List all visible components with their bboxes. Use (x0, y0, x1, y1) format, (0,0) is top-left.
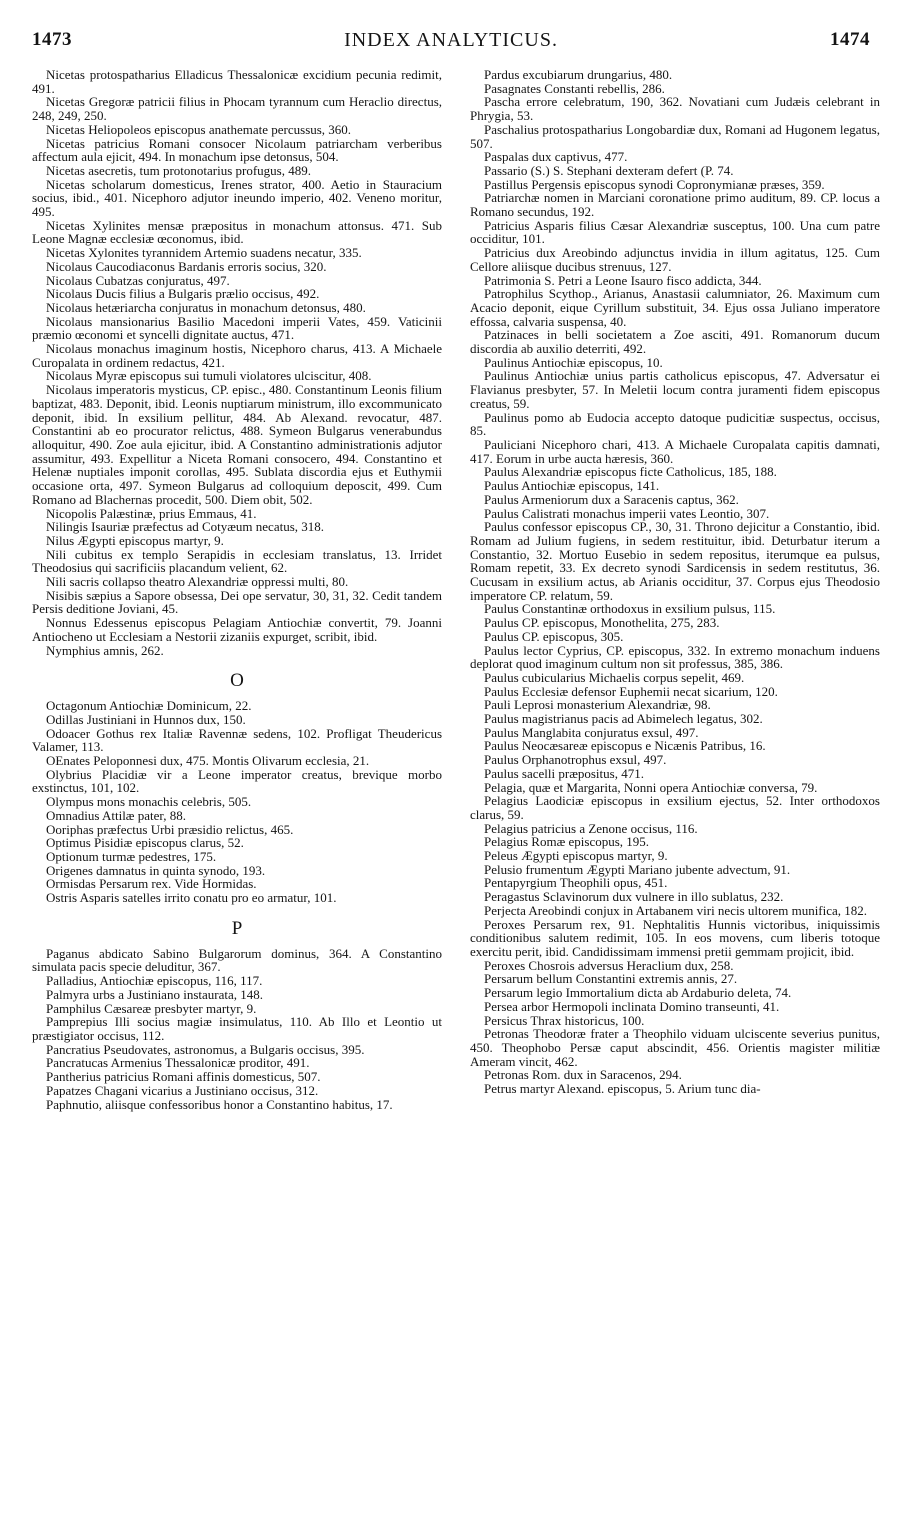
index-entry: Peroxes Chosrois adversus Heraclium dux, 258. (484, 957, 734, 973)
index-entry: Patzinaces in belli societatem a Zoe asciti, 491. Romanorum ducum discordia ab auxilio deterriti, 492. (470, 327, 880, 357)
index-entry: Patricius dux Areobindo adjunctus invidia in illum agitatus, 125. Cum Cellore aliisque ducibus strenuus, 127. (470, 245, 880, 274)
index-entry: Nicolaus hetæriarcha conjuratus in monachum detonsus, 480. (46, 299, 366, 315)
index-entry: Pelagius Romæ episcopus, 195. (484, 834, 650, 850)
index-entry: Ostris Asparis satelles irrito conatu pro eo armatur, 101. (46, 890, 337, 906)
index-entry: Nicetas Heliopoleos episcopus anathemate percussus, 360. (46, 121, 352, 137)
index-entry: Paganus abdicato Sabino Bulgarorum dominus, 364. A Constantino simulata pacis specie deluditur, 367. (32, 945, 442, 975)
right-column (470, 68, 880, 1534)
index-entry: Olympus mons monachis celebris, 505. (46, 794, 252, 810)
index-entry: Odillas Justiniani in Hunnos dux, 150. (46, 711, 246, 727)
index-entry: Pamphilus Cæsareæ presbyter martyr, 9. (46, 1000, 257, 1016)
index-entry: Persicus Thrax historicus, 100. (484, 1012, 645, 1028)
index-entry: Paulus Constantinæ orthodoxus in exsilium pulsus, 115. (484, 601, 776, 617)
index-entry: Persarum legio Immortalium dicta ab Ardaburio deleta, 74. (484, 985, 792, 1001)
index-entry: Petronas Rom. dux in Saracenos, 294. (484, 1067, 682, 1083)
index-entry: Nicetas protospatharius Elladicus Thessalonicæ excidium pecunia redimit, 491. (32, 68, 442, 96)
index-entry: Pelagius patricius a Zenone occisus, 116. (484, 820, 698, 836)
left-column (32, 68, 442, 1534)
index-entry: Paulus confessor episcopus CP., 30, 31. Throno dejicitur a Constantio, ibid. Romam ad Julium fugiens, in sedem restituitur, ibid. Deturbatur iterum a Constantio, 32. Mortuo Eusebio in sedem repositus, iterumque ea pulsus, Romam repetit, 33. Ex decreto synodi Sardicensis in sedem restitutus, 36. Cucusam in exsilium actus, ab Arianis occiditur, 37. Corpus ejus Theodosio imperatore CP. relatum, 59. (470, 519, 880, 603)
index-entry: Nicetas asecretis, tum protonotarius profugus, 489. (46, 162, 311, 178)
index-entry: Paulus Ecclesiæ defensor Euphemii necat sicarium, 120. (484, 683, 778, 699)
index-entry: Nicetas Xylonites tyrannidem Artemio suadens necatur, 335. (46, 245, 362, 261)
index-entry: Optionum turmæ pedestres, 175. (46, 848, 217, 864)
index-entry: Pauli Leprosi monasterium Alexandriæ, 98. (484, 697, 711, 713)
index-entry: Pantherius patricius Romani affinis domesticus, 507. (46, 1069, 321, 1085)
index-entry: Nicolaus monachus imaginum hostis, Nicephoro charus, 413. A Michaele Curopalata in ordinem redactus, 421. (32, 341, 442, 370)
index-entry: Paulus Calistrati monachus imperii vates Leontio, 307. (484, 505, 770, 521)
index-entry: Ooriphas præfectus Urbi præsidio relictus, 465. (46, 821, 294, 837)
index-entry: Pancratucas Armenius Thessalonicæ proditor, 491. (46, 1055, 310, 1071)
page-header (32, 0, 870, 51)
index-entry: Nicolaus Ducis filius a Bulgaris prælio occisus, 492. (46, 286, 320, 302)
index-entry: Palladius, Antiochiæ episcopus, 116, 117. (46, 973, 263, 989)
index-entry: Paulus Antiochiæ episcopus, 141. (484, 478, 660, 494)
index-entry: Nicetas Xylinites mensæ præpositus in monachum attonsus. 471. Sub Leone Magnæ ecclesiæ œconomus, ibid. (32, 217, 442, 247)
index-entry: Paulus sacelli præpositus, 471. (484, 765, 644, 781)
index-entry: Peleus Ægypti episcopus martyr, 9. (484, 848, 668, 864)
index-entry: Nicolaus Caucodiaconus Bardanis erroris socius, 320. (46, 258, 327, 274)
index-entry: Paulus CP. episcopus, 305. (484, 628, 624, 644)
index-entry: Olybrius Placidiæ vir a Leone imperator creatus, brevique morbo exstinctus, 101, 102. (32, 766, 442, 796)
index-entry: Nilus Ægypti episcopus martyr, 9. (46, 532, 224, 548)
index-entry: Paulinus pomo ab Eudocia accepto datoque pudicitiæ suspectus, occisus, 85. (470, 409, 880, 439)
index-entry: Nicetas Gregoræ patricii filius in Phocam tyrannum cum Heraclio directus, 248, 249, 250. (32, 94, 442, 124)
index-entry: Nili sacris collapso theatro Alexandriæ oppressi multi, 80. (46, 574, 349, 590)
index-entry: Paulus Orphanotrophus exsul, 497. (484, 752, 667, 768)
index-entry: Patrophilus Scythop., Arianus, Anastasii calumniator, 26. Maximum cum Acacio deponit, eique Cyrillum substituit, 34. Ejus ossa Juliano imperatore effossa, calvaria suspensa, 40. (470, 286, 880, 329)
index-entry: Optimus Pisidiæ episcopus clarus, 52. (46, 835, 244, 851)
index-entry: Pelagius Laodiciæ episcopus in exsilium ejectus, 52. Inter orthodoxos clarus, 59. (470, 793, 880, 822)
index-entry: Perjecta Areobindi conjux in Artabanem viri necis ultorem munifica, 182. (484, 902, 868, 918)
index-entry: Persea arbor Hermopoli inclinata Domino transeunti, 41. (484, 998, 780, 1014)
entries-o (32, 699, 442, 905)
section-letter-o: O (230, 670, 244, 692)
index-entry: Nicetas patricius Romani consocer Nicolaum patriarcham verberibus affectum aula ejicit, 494. In monachum ipse detonsus, 504. (32, 135, 442, 165)
index-entry: Octagonum Antiochiæ Dominicum, 22. (46, 698, 252, 714)
index-columns (32, 68, 880, 1534)
index-entry: Paulus Alexandriæ episcopus ficte Catholicus, 185, 188. (484, 464, 777, 480)
index-entry: Ormisdas Persarum rex. Vide Hormidas. (46, 876, 257, 892)
index-entry: Peragastus Sclavinorum dux vulnere in illo sublatus, 232. (484, 889, 784, 905)
index-entry: Pauliciani Nicephoro chari, 413. A Michaele Curopalata capitis damnati, 417. Eorum in urbe aucta hæresis, 360. (470, 436, 880, 466)
index-entry: Paulinus Antiochiæ episcopus, 10. (484, 354, 663, 370)
entries-p (32, 947, 442, 1111)
index-entry: Paschalius protospatharius Longobardiæ dux, Romani ad Hugonem legatus, 507. (470, 121, 880, 151)
index-entry: Nonnus Edessenus episcopus Pelagiam Antiochiæ convertit, 79. Joanni Antiocheno ut Ecclesiam a Nestorii zizaniis expurget, scribit, ibid. (32, 615, 442, 644)
entries-p-continued (470, 68, 880, 1096)
index-entry: Paulus Neocæsareæ episcopus e Nicænis Patribus, 16. (484, 738, 766, 754)
index-entry: Nicolaus Myræ episcopus sui tumuli violatores ulciscitur, 408. (46, 368, 372, 384)
index-entry: Nilingis Isauriæ præfectus ad Cotyæum necatus, 318. (46, 519, 325, 535)
index-entry: Pentapyrgium Theophili opus, 451. (484, 875, 668, 891)
entries-n (32, 68, 442, 657)
index-entry: Pamprepius Illi socius magiæ insimulatus, 110. Ab Illo et Leontio ut præstigiator occisus, 112. (32, 1014, 442, 1043)
index-entry: Paphnutio, aliisque confessoribus honor a Constantino habitus, 17. (46, 1096, 393, 1112)
section-letter-p: P (231, 917, 243, 939)
index-entry: Palmyra urbs a Justiniano instaurata, 148. (46, 986, 263, 1002)
index-entry: Paulus Manglabita conjuratus exsul, 497. (484, 724, 699, 740)
index-entry: Passario (S.) S. Stephani dexteram defert (P. 74. (484, 162, 734, 178)
index-entry: Persarum bellum Constantini extremis annis, 27. (484, 971, 738, 987)
index-entry: Petronas Theodoræ frater a Theophilo viduam ulciscente severius punitus, 450. Theophobo Persæ caput abscindit, 456. Orientis magister militiæ Ameram vincit, 462. (470, 1026, 880, 1069)
index-entry: Nicolaus Cubatzas conjuratus, 497. (46, 272, 230, 288)
index-entry: OEnates Peloponnesi dux, 475. Montis Olivarum ecclesia, 21. (46, 753, 370, 769)
index-entry: Paulinus Antiochiæ unius partis catholicus episcopus, 47. Adversatur ei Flavianus presbyter, 57. In Meletii locum contra juramenti fidem episcopus creatus, 59. (470, 368, 880, 411)
index-entry: Paulus lector Cyprius, CP. episcopus, 332. In extremo monachum induens deplorat quod imaginum cultum non sit professus, 385, 386. (470, 642, 880, 672)
index-entry: Papatzes Chagani vicarius a Justiniano occisus, 312. (46, 1082, 319, 1098)
index-entry: Paspalas dux captivus, 477. (484, 149, 628, 165)
index-entry: Odoacer Gothus rex Italiæ Ravennæ sedens, 102. Profligat Theudericus Valamer, 113. (32, 725, 442, 755)
index-entry: Omnadius Attilæ pater, 88. (46, 807, 186, 823)
index-entry: Pastillus Pergensis episcopus synodi Copronymianæ præses, 359. (484, 176, 825, 192)
index-entry: Paulus magistrianus pacis ad Abimelech legatus, 302. (484, 711, 763, 727)
page-number-left: 1473 (32, 29, 72, 50)
index-entry: Nymphius amnis, 262. (46, 642, 164, 658)
index-entry: Petrus martyr Alexand. episcopus, 5. Arium tunc dia- (484, 1081, 761, 1097)
index-entry: Pancratius Pseudovates, astronomus, a Bulgaris occisus, 395. (46, 1041, 365, 1057)
index-entry: Peroxes Persarum rex, 91. Nephtalitis Hunnis victoribus, iniquissimis conditionibus salutem redimit, 105. In eos movens, cum liberis totoque exercitu perit, ibid. Candidissimam immensi pretii gemmam projicit, ibid. (470, 916, 880, 959)
index-entry: Patriarchæ nomen in Marciani coronatione primo auditum, 89. CP. locus a Romano secundus, 192. (470, 190, 880, 220)
index-entry: Pelagia, quæ et Margarita, Nonni opera Antiochiæ conversa, 79. (484, 779, 818, 795)
index-entry: Pelusio frumentum Ægypti Mariano jubente advectum, 91. (484, 861, 791, 877)
page-number-right: 1474 (830, 29, 870, 50)
index-entry: Nicetas scholarum domesticus, Irenes strator, 400. Aetio in Stauracium socius, ibid., 401. Nicephoro adjutor ineundo imperio, 402. Veneno moritur, 495. (32, 176, 442, 220)
index-entry: Patricius Asparis filius Cæsar Alexandriæ susceptus, 100. Una cum patre occiditur, 101. (470, 217, 880, 247)
index-entry: Origenes damnatus in quinta synodo, 193. (46, 862, 266, 878)
index-entry: Paulus Armeniorum dux a Saracenis captus, 362. (484, 491, 739, 507)
index-entry: Nicolaus mansionarius Basilio Macedoni imperii Vates, 459. Vaticinii præmio œconomi et syncelli dignitate auctus, 471. (32, 313, 442, 343)
index-entry: Nicolaus imperatoris mysticus, CP. episc., 480. Constantinum Leonis filium baptizat, 483. Deponit, ibid. Leonis nuptiarum ministrum, illo excommunicato deponit, ibid. In exsilium pellitur, 484. Ab Alexand. revocatur, 487. Constantini ab eo procurator relictus, 488. Symeon Bulgarus venerabundus alloquitur, 490. Zoe aula ejicitur, ibid. A Constantino administrationis adjutor assumitur, 493. Expellitur a Niceta Romani consocero, 494. Constantino et Helenæ nuptiales imponit corollas, 495. Sublata discordia ejus et Euthymii occasione orta, 497. Symeon Bulgarus ad colloquium deposcit, 499. Cum Romano ad Blachernas procedit, 500. Diem obit, 502. (32, 382, 442, 507)
index-entry: Patrimonia S. Petri a Leone Isauro fisco addicta, 344. (484, 272, 762, 288)
index-entry: Nili cubitus ex templo Serapidis in ecclesiam translatus, 13. Irridet Theodosius qui sacrificiis placandum velient, 62. (32, 546, 442, 576)
index-entry: Nicopolis Palæstinæ, prius Emmaus, 41. (46, 505, 257, 521)
index-entry: Paulus CP. episcopus, Monothelita, 275, 283. (484, 615, 720, 631)
index-entry: Nisibis sæpius a Sapore obsessa, Dei ope servatur, 30, 31, 32. Cedit tandem Persis deditione Joviani, 45. (32, 587, 442, 617)
index-entry: Pasagnates Constanti rebellis, 286. (484, 80, 665, 96)
running-title: INDEX ANALYTICUS. (344, 29, 558, 51)
index-entry: Pardus excubiarum drungarius, 480. (484, 68, 673, 82)
index-entry: Pascha errore celebratum, 190, 362. Novatiani cum Judæis celebrant in Phrygia, 53. (470, 94, 880, 124)
index-entry: Paulus cubicularius Michaelis corpus sepelit, 469. (484, 669, 745, 685)
